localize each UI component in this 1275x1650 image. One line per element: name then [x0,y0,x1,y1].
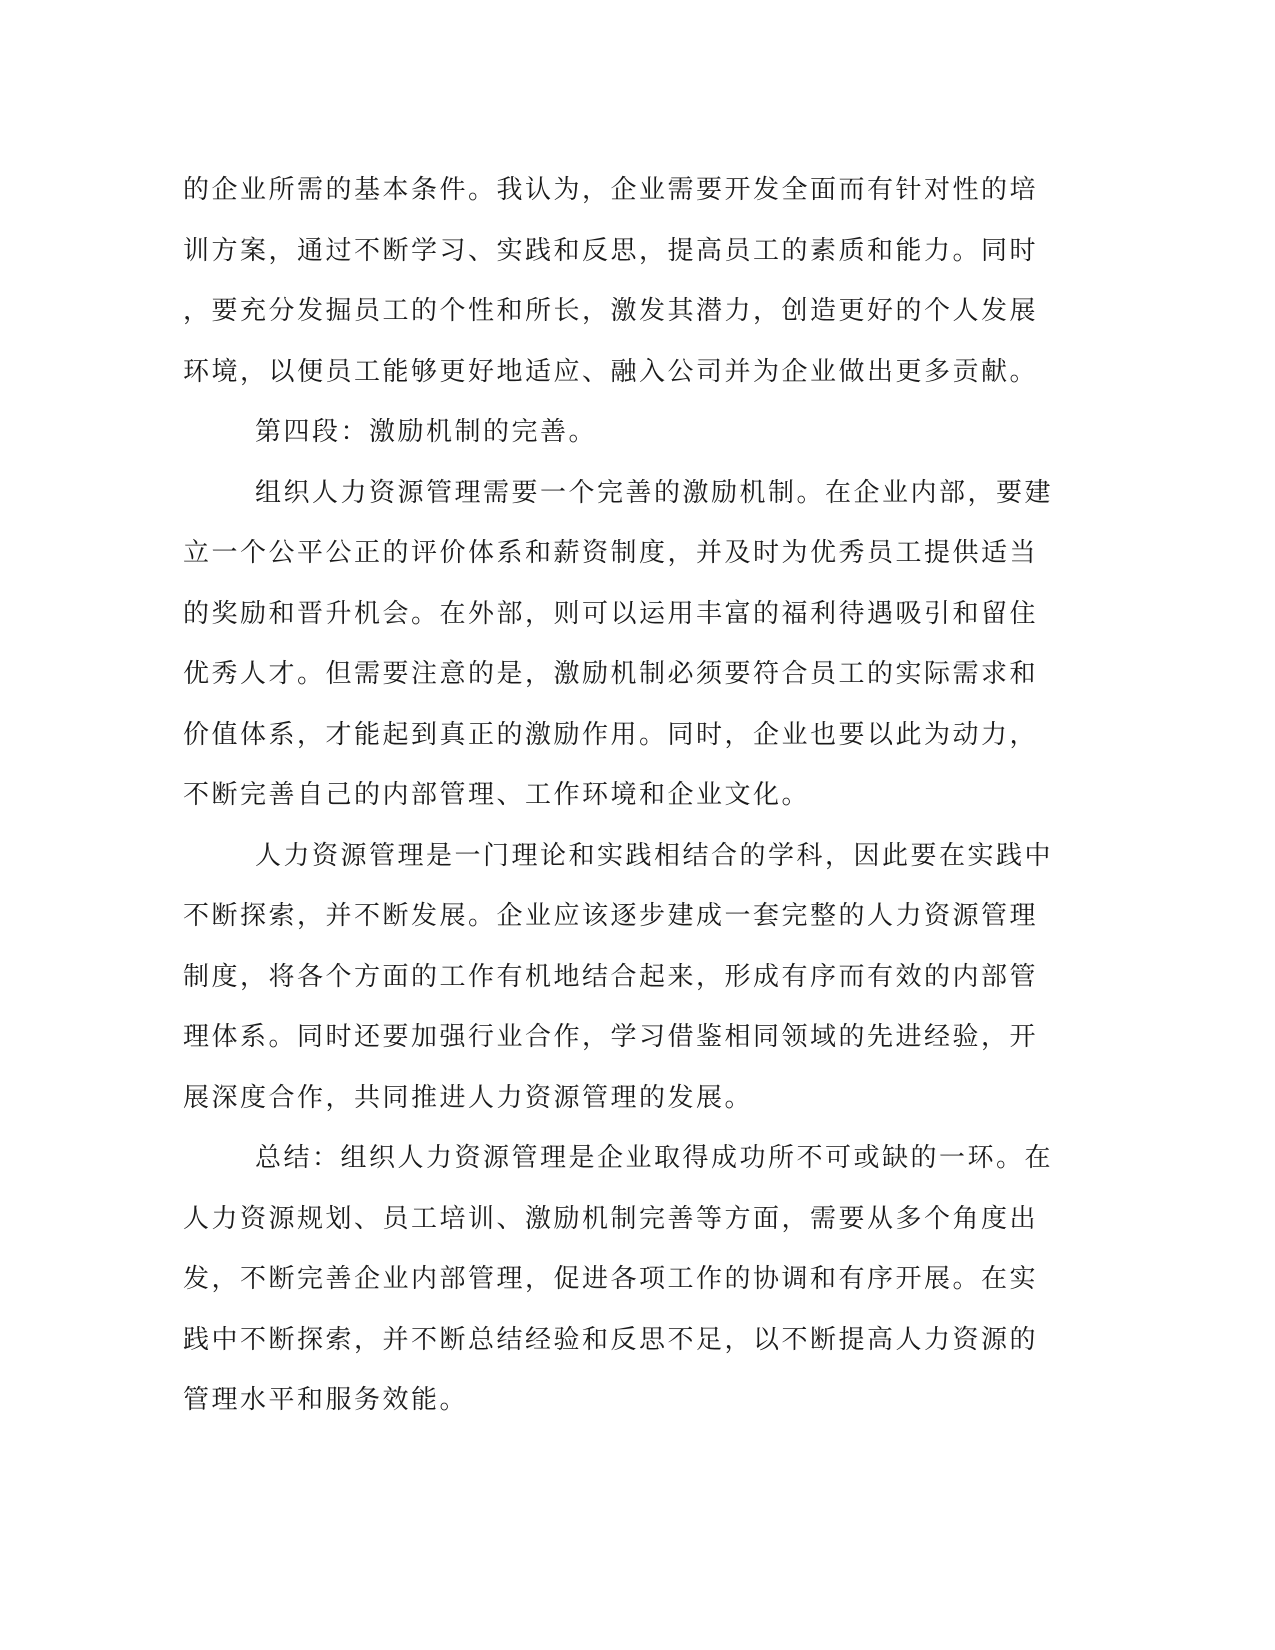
text-line: 理体系。同时还要加强行业合作，学习借鉴相同领域的先进经验，开 [183,1022,1039,1052]
text-line: 立一个公平公正的评价体系和薪资制度，并及时为优秀员工提供适当 [183,538,1039,568]
summary-line: 总结：组织人力资源管理是企业取得成功所不可或缺的一环。在 [255,1143,1054,1173]
text-line: ，要充分发掘员工的个性和所长，激发其潜力，创造更好的个人发展 [183,296,1039,326]
text-line: 的企业所需的基本条件。我认为，企业需要开发全面而有针对性的培 [183,175,1039,205]
text-line: 人力资源规划、员工培训、激励机制完善等方面，需要从多个角度出 [183,1203,1039,1234]
text-line: 的奖励和晋升机会。在外部，则可以运用丰富的福利待遇吸引和留住 [183,598,1039,629]
text-line: 训方案，通过不断学习、实践和反思，提高员工的素质和能力。同时 [183,235,1039,266]
text-line: 制度，将各个方面的工作有机地结合起来，形成有序而有效的内部管 [183,961,1039,992]
text-line: 人力资源管理是一门理论和实践相结合的学科，因此要在实践中 [255,840,1054,871]
text-line: 组织人力资源管理需要一个完善的激励机制。在企业内部，要建 [255,477,1054,508]
text-line: 价值体系，才能起到真正的激励作用。同时，企业也要以此为动力， [183,719,1039,750]
text-line: 优秀人才。但需要注意的是，激励机制必须要符合员工的实际需求和 [183,659,1039,689]
text-line: 不断探索，并不断发展。企业应该逐步建成一套完整的人力资源管理 [183,901,1039,931]
text-line: 环境，以便员工能够更好地适应、融入公司并为企业做出更多贡献。 [183,356,1039,387]
text-line: 发，不断完善企业内部管理，促进各项工作的协调和有序开展。在实 [183,1264,1039,1294]
text-line: 不断完善自己的内部管理、工作环境和企业文化。 [183,780,811,810]
text-line: 管理水平和服务效能。 [183,1385,469,1415]
text-line: 展深度合作，共同推进人力资源管理的发展。 [183,1082,754,1113]
document-body [183,160,1063,1431]
section-heading: 第四段：激励机制的完善。 [255,417,598,447]
text-line: 践中不断探索，并不断总结经验和反思不足，以不断提高人力资源的 [183,1324,1039,1355]
